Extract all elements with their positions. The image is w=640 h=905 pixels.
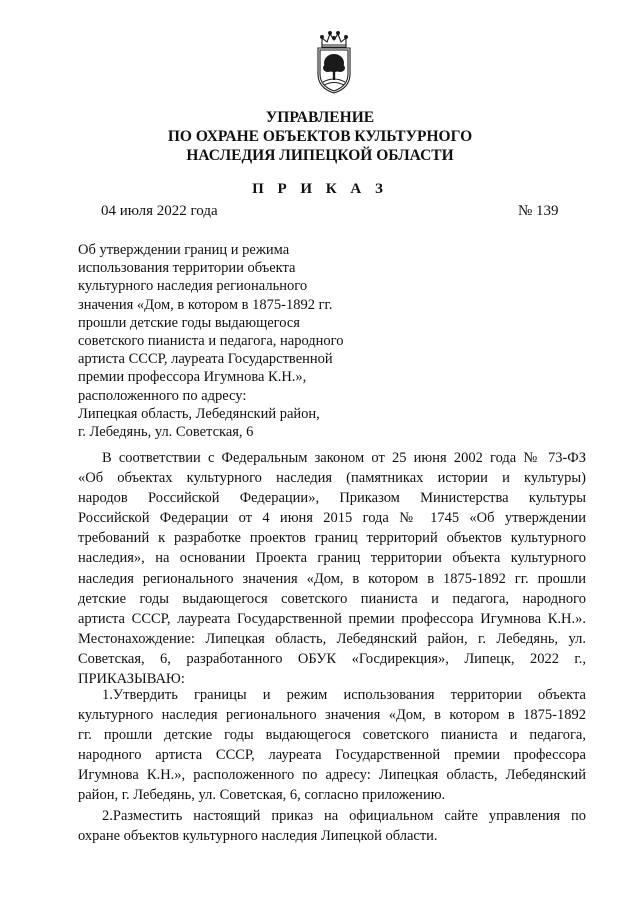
subject-line: Липецкая область, Лебедянский район, [78,405,320,422]
order-item-1 [78,685,586,806]
body-line: наследия регионального значения «Дом, в котором в 1875-1892 гг. прошли [78,570,586,587]
body-line: В соответствии с Федеральным законом от 25 июня 2002 года № 73-ФЗ [102,450,586,466]
body-line: наследия», на основании Проекта границ территории объекта культурного [78,550,586,567]
body-line: охране объектов культурного наследия Липецкой области. [78,828,438,845]
body-line: ПРИКАЗЫВАЮ: [78,671,185,688]
body-line: культурного наследия регионального значения «Дом, в котором в 1875-1892 [78,707,586,724]
body-line: 1.Утвердить границы и режим использования территории объекта [102,687,586,703]
body-line: Советская, 6, разработанного ОБУК «Госдирекция», Липецк, 2022 г., [78,650,586,667]
body-line: район, г. Лебедянь, ул. Советская, 6, согласно приложению. [78,787,446,804]
authority-name-line: НАСЛЕДИЯ ЛИПЕЦКОЙ ОБЛАСТИ [186,147,454,164]
body-line: «Об объектах культурного наследия (памятниках истории и культуры) [78,470,586,487]
authority-name-line: УПРАВЛЕНИЕ [265,109,375,126]
body-line: 2.Разместить настоящий приказ на официальном сайте управления по [102,808,586,824]
subject-line: Об утверждении границ и режима [78,242,290,258]
body-line: Местонахождение: Липецкая область, Лебедянский район, г. Лебедянь, ул. [78,630,586,647]
order-number: № 139 [518,203,559,219]
body-line: Игумнова К.Н.», расположенного по адресу: Липецкая область, Лебедянский [78,767,586,784]
body-line: артиста СССР, лауреата Государственной премии профессора Игумнова К.Н.». [78,610,586,627]
subject-line: расположенного по адресу: [78,387,247,404]
subject-line: значения «Дом, в котором в 1875-1892 гг. [78,296,333,313]
order-subject [78,241,398,441]
subject-line: советского пианиста и педагога, народного [78,333,344,350]
body-line: детские годы выдающегося советского пианиста и педагога, народного [78,590,586,607]
preamble-paragraph [78,448,586,689]
lipetsk-coat-of-arms-icon [311,30,357,96]
subject-line: культурного наследия регионального [78,278,308,295]
subject-line: г. Лебедянь, ул. Советская, 6 [78,424,254,441]
order-date: 04 июля 2022 года [101,203,218,219]
subject-line: прошли детские годы выдающегося [78,314,300,331]
body-line: Российской Федерации от 4 июня 2015 года № 1745 «Об утверждении [78,510,586,527]
body-line: требований к разработке проектов границ территорий объектов культурного [78,530,586,547]
body-line: гг. прошли детские годы выдающегося советского пианиста и педагога, [78,727,586,744]
subject-line: артиста СССР, лауреата Государственной [78,351,333,368]
body-line: народов Российской Федерации», Приказом Министерства культуры [78,490,586,507]
order-item-2 [78,806,586,846]
body-line: народного артиста СССР, лауреата Государственной премии профессора [78,747,586,764]
authority-name-line: ПО ОХРАНЕ ОБЪЕКТОВ КУЛЬТУРНОГО [167,128,473,145]
subject-line: использования территории объекта [78,260,296,277]
document-type-title: П Р И К А З [252,181,388,197]
subject-line: премии профессора Игумнова К.Н.», [78,369,307,386]
